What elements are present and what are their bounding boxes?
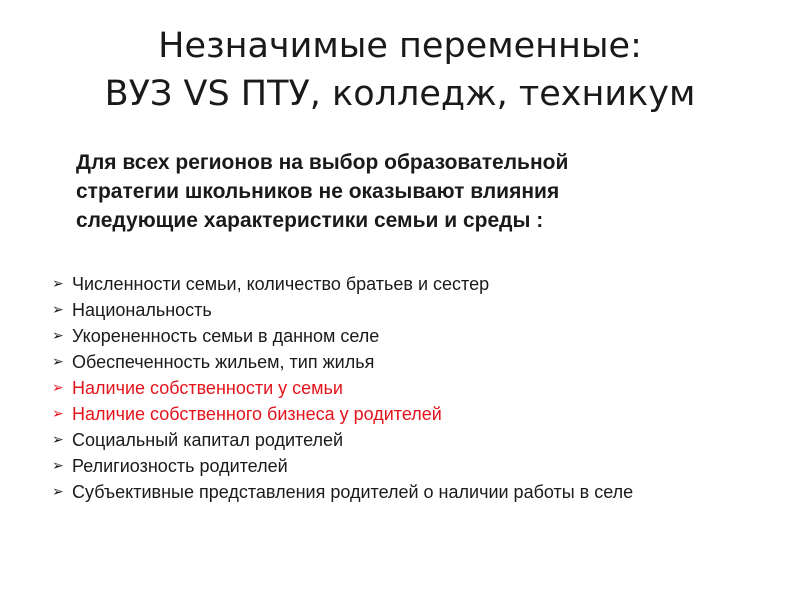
intro-line-2: стратегии школьников не оказывают влияния xyxy=(76,180,560,203)
list-item-text: Обеспеченность жильем, тип жилья xyxy=(72,352,375,372)
arrow-bullet-icon: ➢ xyxy=(52,328,64,344)
arrow-bullet-icon: ➢ xyxy=(52,276,64,292)
list-item-highlighted xyxy=(52,401,752,427)
characteristics-list xyxy=(52,271,752,505)
slide-title xyxy=(0,22,800,118)
title-line-2: ВУЗ VS ПТУ, колледж, техникум xyxy=(104,74,696,114)
list-item xyxy=(52,297,752,323)
list-item-text: Религиозность родителей xyxy=(72,456,288,476)
arrow-bullet-icon: ➢ xyxy=(52,380,64,396)
intro-paragraph xyxy=(76,148,716,235)
list-item xyxy=(52,349,752,375)
arrow-bullet-icon: ➢ xyxy=(52,432,64,448)
list-item xyxy=(52,427,752,453)
list-item-text: Наличие собственного бизнеса у родителей xyxy=(72,404,442,424)
arrow-bullet-icon: ➢ xyxy=(52,458,64,474)
list-item-text: Численности семьи, количество братьев и сестер xyxy=(72,274,490,294)
list-item-text: Социальный капитал родителей xyxy=(72,430,344,450)
list-item-text: Наличие собственности у семьи xyxy=(72,378,343,398)
arrow-bullet-icon: ➢ xyxy=(52,354,64,370)
list-item-text: Субъективные представления родителей о наличии работы в селе xyxy=(72,482,634,502)
arrow-bullet-icon: ➢ xyxy=(52,406,64,422)
intro-line-3: следующие характеристики семьи и среды : xyxy=(76,209,544,232)
list-item xyxy=(52,479,752,505)
list-item xyxy=(52,271,752,297)
intro-line-1: Для всех регионов на выбор образовательной xyxy=(76,151,569,174)
list-item-highlighted xyxy=(52,375,752,401)
list-item-text: Укорененность семьи в данном селе xyxy=(72,326,380,346)
list-item xyxy=(52,453,752,479)
list-item-text: Национальность xyxy=(72,300,212,320)
list-item xyxy=(52,323,752,349)
arrow-bullet-icon: ➢ xyxy=(52,302,64,318)
arrow-bullet-icon: ➢ xyxy=(52,484,64,500)
title-line-1: Незначимые переменные: xyxy=(158,26,642,66)
